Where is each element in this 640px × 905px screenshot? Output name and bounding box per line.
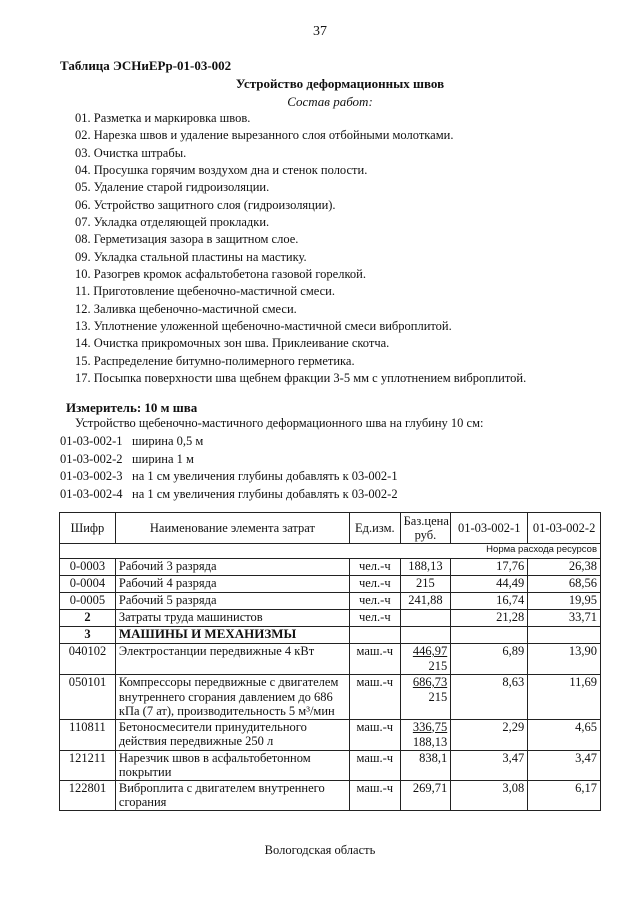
cell-col-a: 44,49 — [451, 576, 528, 593]
work-item: 01. Разметка и маркировка швов. — [75, 111, 251, 125]
cell-price — [400, 610, 451, 627]
cell-price: 838,1 — [400, 750, 451, 780]
work-item: 10. Разогрев кромок асфальтобетона газовой горелкой. — [75, 267, 366, 282]
cell-name: Бетоносмесители принудительного действия передвижные 250 л — [115, 719, 349, 750]
cell-col-b: 68,56 — [528, 576, 601, 593]
cell-col-a: 2,29 — [451, 719, 528, 750]
cell-name: Затраты труда машинистов — [115, 610, 349, 627]
price-main: 336,75 — [412, 719, 448, 734]
cell-name: Компрессоры передвижные с двигателем внутреннего сгорания давлением до 686 кПа (7 ат), производительность 5 м³/мин — [115, 675, 349, 720]
work-item: 13. Уплотнение уложенной щебеночно-мастичной смеси виброплитой. — [75, 319, 452, 334]
header-price: Баз.цена руб. — [400, 513, 451, 544]
price-main: 686,73 — [412, 675, 448, 689]
work-item: 05. Удаление старой гидроизоляции. — [75, 180, 270, 195]
cell-price — [400, 644, 451, 675]
page-footer: Вологодская область — [264, 843, 376, 857]
header-name: Наименование элемента затрат — [115, 513, 349, 544]
work-item: 07. Укладка отделяющей прокладки. — [75, 215, 270, 230]
measure-unit: Измеритель: 10 м шва — [66, 400, 198, 415]
variant-code: 01-03-002-3 — [60, 469, 123, 484]
cell-col-a: 3,47 — [451, 750, 528, 780]
work-item: 03. Очистка штрабы. — [75, 145, 187, 160]
cell-col-a: 17,76 — [451, 559, 528, 576]
cell-col-a: 3,08 — [451, 780, 528, 810]
work-item: 12. Заливка щебеночно-мастичной смеси. — [75, 301, 297, 316]
work-item: 04. Просушка горячим воздухом дна и стенок полости. — [75, 163, 368, 178]
variants-list — [60, 433, 398, 503]
work-item: 14. Очистка прикромочных зон шва. Приклеивание скотча. — [75, 336, 390, 351]
cell-code: 122801 — [60, 780, 116, 810]
work-item: 15. Распределение битумно-полимерного герметика. — [75, 353, 355, 368]
variant-text: ширина 0,5 м — [132, 434, 204, 448]
cell-unit: маш.-ч — [350, 675, 401, 720]
works-subtitle: Состав работ: — [287, 94, 373, 109]
cell-price — [400, 719, 451, 750]
table-row — [60, 644, 601, 675]
cell-code: 050101 — [60, 675, 116, 720]
cell-price: 215 — [400, 576, 451, 593]
variant-code: 01-03-002-1 — [60, 434, 123, 448]
cell-col-b: 4,65 — [528, 719, 601, 750]
works-list — [75, 110, 615, 388]
variant-text: ширина 1 м — [132, 451, 194, 466]
cell-code: 040102 — [60, 644, 116, 675]
variant-text: на 1 см увеличения глубины добавлять к 03-002-1 — [132, 469, 398, 484]
cell-name: Рабочий 3 разряда — [115, 559, 349, 576]
table-row — [60, 675, 601, 720]
variant-item — [60, 468, 398, 486]
cell-unit: чел.-ч — [350, 559, 401, 576]
work-item: 06. Устройство защитного слоя (гидроизоляции). — [75, 197, 336, 212]
table-row — [60, 593, 601, 610]
table-row — [60, 576, 601, 593]
table-row — [60, 719, 601, 750]
cell-col-a: 16,74 — [451, 593, 528, 610]
variant-item — [60, 433, 398, 451]
cell-price: 269,71 — [400, 780, 451, 810]
work-item: 17. Посыпка поверхности шва щебнем фракции 3-5 мм с уплотнением виброплитой. — [75, 371, 527, 386]
empty-cell — [451, 627, 528, 644]
cell-name: Рабочий 4 разряда — [115, 576, 349, 593]
work-item: 11. Приготовление щебеночно-мастичной смеси. — [75, 284, 335, 299]
cell-col-b: 6,17 — [528, 780, 601, 810]
cell-price: 188,13 — [400, 559, 451, 576]
page-number: 37 — [313, 24, 327, 39]
cell-col-b: 13,90 — [528, 644, 601, 675]
variant-item — [60, 451, 398, 469]
cell-price: 241,88 — [400, 593, 451, 610]
header-col-a: 01-03-002-1 — [451, 513, 528, 544]
cell-code: 121211 — [60, 750, 116, 780]
cell-unit: чел.-ч — [350, 576, 401, 593]
empty-cell — [350, 627, 401, 644]
cell-code: 0-0003 — [60, 559, 116, 576]
work-item: 02. Нарезка швов и удаление вырезанного слоя отбойными молотками. — [75, 128, 454, 143]
cell-code: 0-0005 — [60, 593, 116, 610]
cell-name: Нарезчик швов в асфальтобетонном покрытии — [115, 750, 349, 780]
table-code: Таблица ЭСНиЕРр-01-03-002 — [60, 58, 232, 73]
cost-table — [59, 512, 601, 811]
cell-unit: чел.-ч — [350, 593, 401, 610]
variant-code: 01-03-002-4 — [60, 486, 123, 501]
empty-cell — [400, 627, 451, 644]
price-secondary: 188,13 — [412, 734, 448, 749]
table-row — [60, 780, 601, 810]
cell-unit: маш.-ч — [350, 780, 401, 810]
cell-name: Рабочий 5 разряда — [115, 593, 349, 610]
cell-col-b: 11,69 — [528, 675, 601, 720]
cell-col-b: 26,38 — [528, 559, 601, 576]
table-row — [60, 610, 601, 627]
section-row — [60, 627, 601, 644]
work-description: Устройство щебеночно-мастичного деформационного шва на глубину 10 см: — [75, 416, 484, 430]
variant-item — [60, 486, 398, 504]
cell-unit: маш.-ч — [350, 719, 401, 750]
section-name: МАШИНЫ И МЕХАНИЗМЫ — [115, 627, 349, 644]
cell-col-b: 3,47 — [528, 750, 601, 780]
document-title: Устройство деформационных швов — [235, 76, 445, 91]
work-item: 09. Укладка стальной пластины на мастику. — [75, 249, 307, 264]
cell-code: 2 — [60, 610, 116, 627]
section-code: 3 — [60, 627, 116, 644]
price-main: 446,97 — [412, 644, 448, 658]
work-item: 08. Герметизация зазора в защитном слое. — [75, 232, 299, 247]
cell-col-a: 8,63 — [451, 675, 528, 720]
norm-label-row — [60, 544, 601, 559]
variant-text: на 1 см увеличения глубины добавлять к 03-002-2 — [132, 486, 398, 501]
header-unit: Ед.изм. — [350, 513, 401, 544]
variant-code: 01-03-002-2 — [60, 451, 123, 466]
cell-name: Виброплита с двигателем внутреннего сгорания — [115, 780, 349, 810]
cell-name: Электростанции передвижные 4 кВт — [115, 644, 349, 675]
table-row — [60, 559, 601, 576]
cell-unit: маш.-ч — [350, 750, 401, 780]
price-secondary: 215 — [428, 659, 448, 673]
cell-col-b: 33,71 — [528, 610, 601, 627]
cell-col-a: 21,28 — [451, 610, 528, 627]
norm-label: Норма расхода ресурсов — [60, 544, 601, 559]
cell-unit: маш.-ч — [350, 644, 401, 675]
table-row — [60, 750, 601, 780]
cell-code: 110811 — [60, 719, 116, 750]
cell-code: 0-0004 — [60, 576, 116, 593]
empty-cell — [528, 627, 601, 644]
table-header-row — [60, 513, 601, 544]
header-col-b: 01-03-002-2 — [528, 513, 601, 544]
cell-col-a: 6,89 — [451, 644, 528, 675]
cell-price — [400, 675, 451, 720]
cell-col-b: 19,95 — [528, 593, 601, 610]
header-code: Шифр — [60, 513, 116, 544]
cell-unit: чел.-ч — [350, 610, 401, 627]
price-secondary: 215 — [428, 690, 448, 704]
